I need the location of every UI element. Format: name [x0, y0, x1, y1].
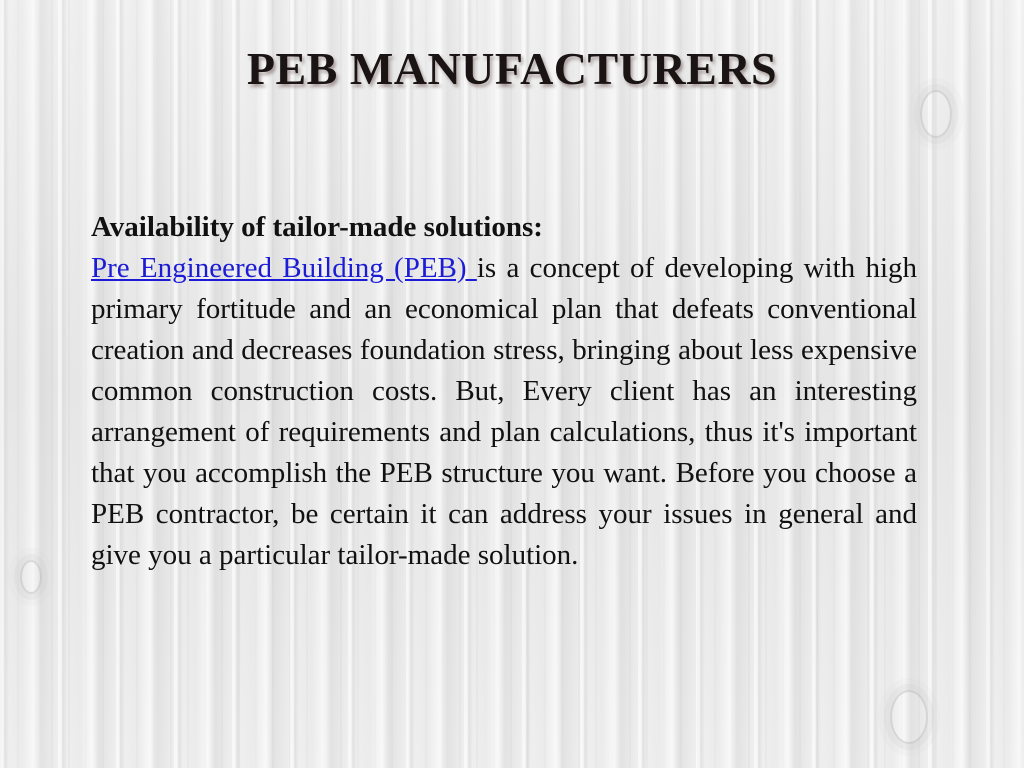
wood-knot-decoration	[920, 90, 952, 138]
slide-content	[91, 207, 917, 576]
slide-title: PEB MANUFACTURERS	[246, 43, 778, 94]
body-text: is a concept of developing with high primary fortitude and an economical plan that defeats conventional creation and decreases foundation stress, bringing about less expensive common construction costs. But, Every client has an interesting arrangement of requirements and plan calculations, thus it's important that you accomplish the PEB structure you want. Before you choose a PEB contractor, be certain it can address your issues in general and give you a particular tailor-made solution.	[91, 252, 918, 571]
body-paragraph	[91, 248, 917, 576]
peb-link[interactable]: Pre Engineered Building (PEB)	[91, 252, 477, 284]
section-subheading: Availability of tailor-made solutions:	[91, 211, 543, 243]
wood-knot-decoration	[890, 690, 928, 744]
wood-knot-decoration	[20, 560, 42, 594]
